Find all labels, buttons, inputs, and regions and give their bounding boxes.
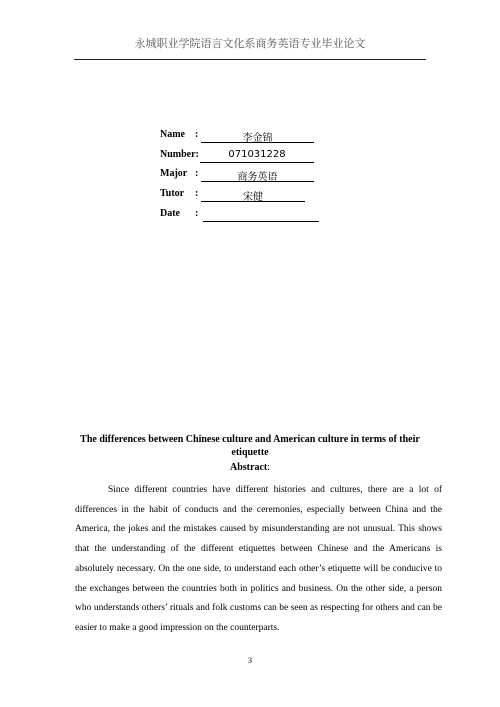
header-divider (74, 59, 426, 60)
number-label: Number: (160, 149, 199, 160)
tutor-colon: : (195, 188, 199, 199)
abstract-heading (0, 462, 500, 473)
document-header: 永城职业学院语言文化系商务英语专业毕业论文 (134, 37, 366, 50)
paper-title: The differences between Chinese culture and American culture in terms of their etiquette (80, 434, 420, 458)
info-row-tutor (160, 188, 263, 203)
major-label: Major (160, 168, 188, 179)
name-value: 李金锦 (201, 129, 314, 143)
major-colon: : (195, 168, 199, 179)
abstract-label: Abstract (230, 462, 268, 473)
date-label: Date (160, 208, 180, 219)
page-number: 3 (248, 656, 252, 665)
info-row-number (160, 149, 286, 163)
major-value: 商务英语 (201, 168, 314, 182)
abstract-body: Since different countries have different histories and cultures, there are a lot of differences in the habit of conducts and the ceremonies, especially between China and the America, the jokes and the mistakes caused by misunderstanding are not unusual. This shows that the understanding of the different etiquettes between Chinese and the Americans is absolutely necessary. On the one side, to understand each other’s etiquette will be conducive to the exchanges between the countries both in politics and business. On the other side, a person who understands others’ rituals and folk customs can be seen as respecting for others and can be easier to make a good impression on the counterparts. (75, 485, 442, 633)
info-row-date (160, 208, 199, 222)
name-colon: : (195, 129, 199, 140)
date-colon: : (195, 208, 199, 219)
info-row-major (160, 168, 278, 183)
date-value (203, 208, 319, 222)
tutor-value: 宋健 (201, 188, 305, 202)
name-label: Name (160, 129, 185, 140)
number-value: 071031228 (200, 149, 314, 163)
tutor-label: Tutor (160, 188, 185, 199)
abstract-colon: : (267, 462, 270, 473)
info-row-name (160, 129, 273, 144)
